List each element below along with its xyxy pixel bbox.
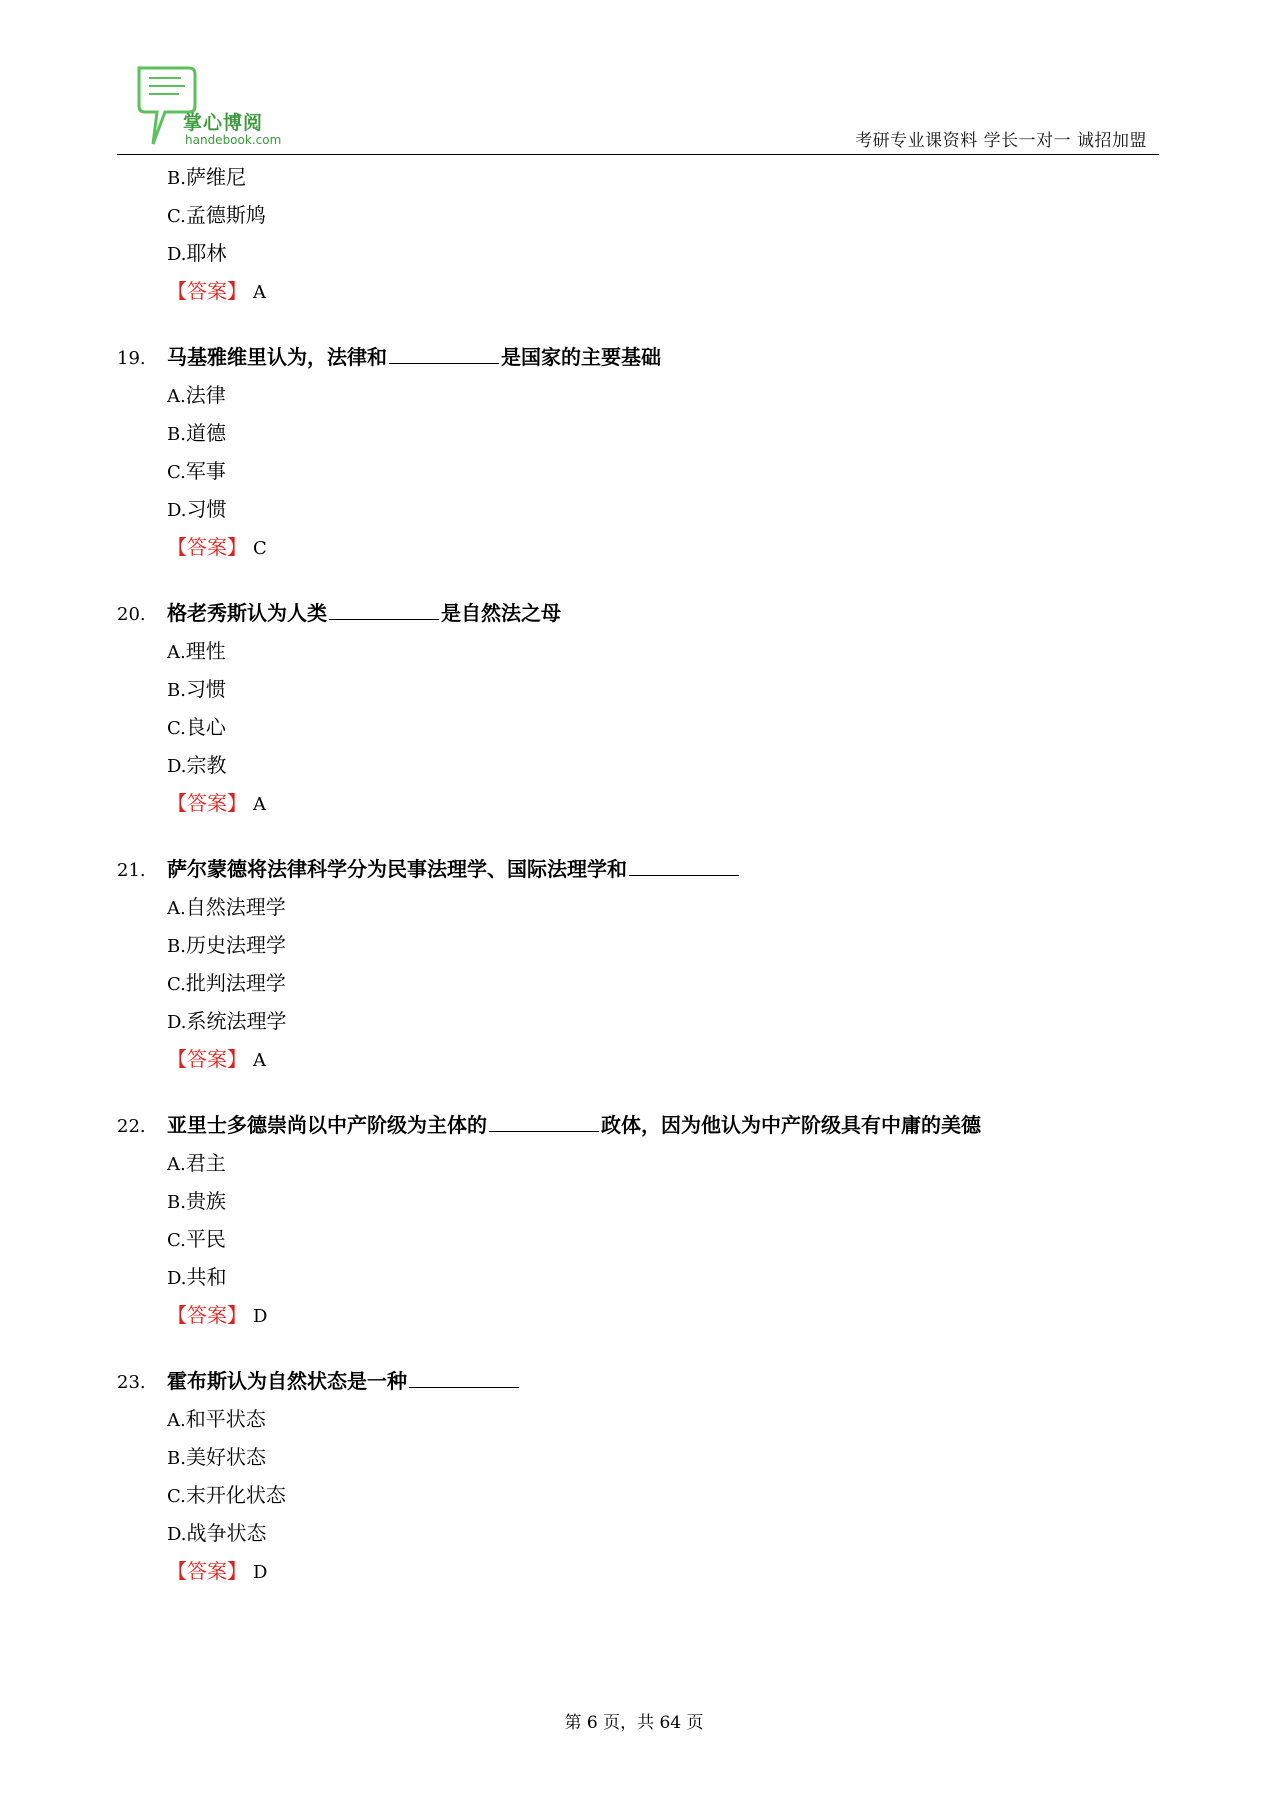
option-letter: C. xyxy=(167,1486,186,1507)
question-text-before: 霍布斯认为自然状态是一种 xyxy=(167,1369,407,1393)
option-b xyxy=(117,1438,1157,1476)
option-letter: A. xyxy=(167,386,186,407)
answer-line xyxy=(117,1296,1157,1334)
question-stem xyxy=(117,338,1157,376)
question-23 xyxy=(117,1362,1157,1590)
answer-label: 【答案】 xyxy=(167,1303,247,1327)
option-letter: C. xyxy=(167,718,186,739)
answer-value: C xyxy=(253,538,267,559)
question-22 xyxy=(117,1106,1157,1334)
answer-label: 【答案】 xyxy=(167,1047,247,1071)
option-letter: C. xyxy=(167,206,186,227)
option-text: 和平状态 xyxy=(185,1407,266,1431)
option-b xyxy=(117,1182,1157,1220)
answer-line xyxy=(117,528,1157,566)
answer-label: 【答案】 xyxy=(167,1559,247,1583)
answer-line xyxy=(117,272,1157,310)
option-text: 宗教 xyxy=(186,753,227,777)
option-text: 道德 xyxy=(185,421,226,445)
answer-label: 【答案】 xyxy=(167,791,247,815)
question-number: 20. xyxy=(117,604,146,625)
option-text: 良心 xyxy=(185,715,226,739)
option-b xyxy=(117,670,1157,708)
option-letter: C. xyxy=(167,974,186,995)
option-b xyxy=(117,158,1157,196)
option-c xyxy=(117,452,1157,490)
carryover-question xyxy=(117,158,1157,310)
answer-label: 【答案】 xyxy=(167,279,247,303)
option-letter: B. xyxy=(167,424,186,445)
question-number: 23. xyxy=(117,1372,146,1393)
question-number: 22. xyxy=(117,1116,146,1137)
question-text-after: 是自然法之母 xyxy=(441,601,561,625)
option-text: 历史法理学 xyxy=(185,933,286,957)
option-text: 军事 xyxy=(185,459,226,483)
question-text-after: 是国家的主要基础 xyxy=(501,345,661,369)
header-divider xyxy=(117,154,1159,155)
question-stem xyxy=(117,1106,1157,1144)
option-text: 共和 xyxy=(186,1265,227,1289)
option-d xyxy=(117,746,1157,784)
option-letter: D. xyxy=(167,244,187,265)
answer-line xyxy=(117,1552,1157,1590)
option-text: 孟德斯鸠 xyxy=(185,203,266,227)
option-letter: D. xyxy=(167,1524,187,1545)
option-d xyxy=(117,490,1157,528)
option-text: 战争状态 xyxy=(186,1521,267,1545)
option-letter: D. xyxy=(167,1012,187,1033)
answer-value: D xyxy=(253,1562,268,1583)
question-stem xyxy=(117,850,1157,888)
option-b xyxy=(117,414,1157,452)
option-text: 理性 xyxy=(185,639,226,663)
option-text: 平民 xyxy=(185,1227,226,1251)
option-text: 习惯 xyxy=(186,497,227,521)
answer-value: D xyxy=(253,1306,268,1327)
option-text: 美好状态 xyxy=(185,1445,266,1469)
option-text: 自然法理学 xyxy=(185,895,286,919)
question-19 xyxy=(117,338,1157,566)
question-list xyxy=(117,158,1157,1590)
answer-line xyxy=(117,784,1157,822)
handebook-logo xyxy=(135,64,282,150)
logo-title: 掌心博阅 xyxy=(183,112,264,134)
option-text: 君主 xyxy=(185,1151,226,1175)
page-header xyxy=(117,58,1159,156)
option-letter: B. xyxy=(167,1448,186,1469)
option-letter: B. xyxy=(167,168,186,189)
answer-line xyxy=(117,1040,1157,1078)
answer-value: A xyxy=(253,1050,266,1071)
question-stem xyxy=(117,1362,1157,1400)
option-d xyxy=(117,1514,1157,1552)
option-text: 法律 xyxy=(185,383,226,407)
option-letter: B. xyxy=(167,1192,186,1213)
question-text-before: 马基雅维里认为，法律和 xyxy=(167,345,387,369)
option-letter: D. xyxy=(167,1268,187,1289)
question-text-before: 萨尔蒙德将法律科学分为民事法理学、国际法理学和 xyxy=(167,857,627,881)
option-letter: A. xyxy=(167,1154,186,1175)
option-d xyxy=(117,1258,1157,1296)
logo-url: handebook.com xyxy=(185,133,282,147)
option-a xyxy=(117,888,1157,926)
option-letter: C. xyxy=(167,462,186,483)
question-stem xyxy=(117,594,1157,632)
option-text: 耶林 xyxy=(186,241,227,265)
option-c xyxy=(117,708,1157,746)
option-letter: B. xyxy=(167,680,186,701)
option-text: 萨维尼 xyxy=(185,165,246,189)
question-text-before: 亚里士多德崇尚以中产阶级为主体的 xyxy=(167,1113,487,1137)
option-a xyxy=(117,1144,1157,1182)
answer-blank xyxy=(389,339,499,364)
option-letter: A. xyxy=(167,898,186,919)
option-text: 习惯 xyxy=(185,677,226,701)
answer-label: 【答案】 xyxy=(167,535,247,559)
option-a xyxy=(117,1400,1157,1438)
question-text-before: 格老秀斯认为人类 xyxy=(167,601,327,625)
option-c xyxy=(117,196,1157,234)
answer-blank xyxy=(329,595,439,620)
answer-value: A xyxy=(253,794,266,815)
option-text: 系统法理学 xyxy=(186,1009,287,1033)
option-d xyxy=(117,234,1157,272)
option-text: 末开化状态 xyxy=(185,1483,286,1507)
option-c xyxy=(117,964,1157,1002)
answer-blank xyxy=(629,851,739,876)
option-d xyxy=(117,1002,1157,1040)
option-letter: A. xyxy=(167,642,186,663)
option-a xyxy=(117,376,1157,414)
option-c xyxy=(117,1220,1157,1258)
answer-blank xyxy=(489,1107,599,1132)
question-number: 19. xyxy=(117,348,146,369)
option-letter: D. xyxy=(167,756,187,777)
option-letter: B. xyxy=(167,936,186,957)
question-20 xyxy=(117,594,1157,822)
option-a xyxy=(117,632,1157,670)
header-tagline: 考研专业课资料 学长一对一 诚招加盟 xyxy=(855,131,1147,151)
option-letter: A. xyxy=(167,1410,186,1431)
option-c xyxy=(117,1476,1157,1514)
option-b xyxy=(117,926,1157,964)
question-number: 21. xyxy=(117,860,146,881)
option-text: 贵族 xyxy=(185,1189,226,1213)
question-21 xyxy=(117,850,1157,1078)
option-text: 批判法理学 xyxy=(185,971,286,995)
question-text-after: 政体，因为他认为中产阶级具有中庸的美德 xyxy=(601,1113,981,1137)
answer-value: A xyxy=(253,282,266,303)
option-letter: D. xyxy=(167,500,187,521)
answer-blank xyxy=(409,1363,519,1388)
page-number: 第 6 页，共 64 页 xyxy=(564,1713,704,1733)
option-letter: C. xyxy=(167,1230,186,1251)
